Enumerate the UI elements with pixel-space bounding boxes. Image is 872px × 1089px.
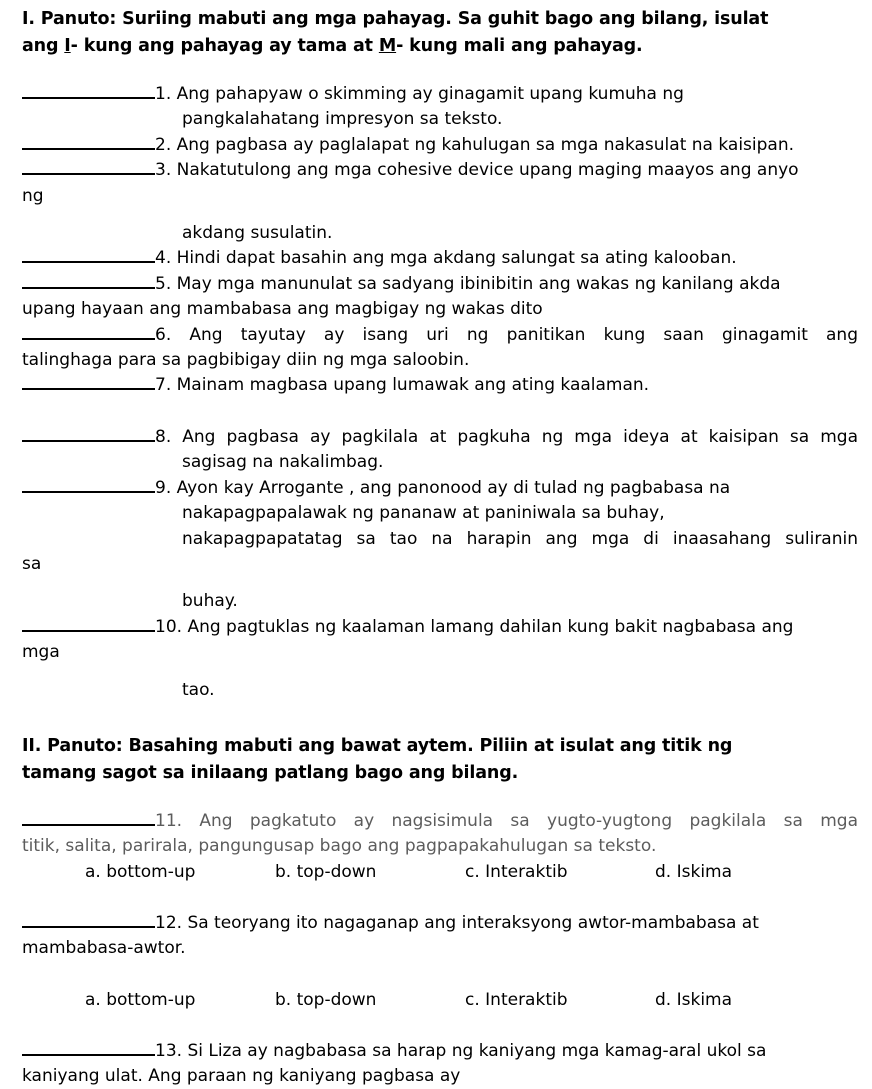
spacer <box>0 703 872 733</box>
item-1-text-line-2: pangkalahatang impresyon sa teksto. <box>182 109 503 130</box>
item-12-option-a[interactable]: a. bottom-up <box>85 989 196 1010</box>
item-13-first-line <box>0 1039 872 1064</box>
item-9-text-line-3: nakapagpapatatag sa tao na harapin ang mga di inaasahang suliranin <box>182 528 858 549</box>
answer-blank-5[interactable] <box>22 274 155 289</box>
item-7-first-line <box>0 373 872 398</box>
answer-blank-7[interactable] <box>22 375 155 390</box>
item-11-text-line-2: titik, salita, parirala, pangungusap bago ang pagpapakahulugan sa teksto. <box>22 836 657 857</box>
item-11 <box>0 809 872 885</box>
item-9-first-line <box>0 476 872 501</box>
spacer <box>0 209 872 221</box>
answer-blank-10[interactable] <box>22 617 155 632</box>
heading-text-b: - kung ang pahayag ay tama at <box>70 36 379 56</box>
item-11-option-d[interactable]: d. Iskima <box>655 861 733 882</box>
item-7-text-line-1: 7. Mainam magbasa upang lumawak ang ating kaalaman. <box>155 375 650 396</box>
answer-blank-11[interactable] <box>22 811 155 826</box>
item-5-text-line-1: 5. May mga manunulat sa sadyang ibinibitin ang wakas ng kanilang akda <box>155 273 781 294</box>
answer-blank-12[interactable] <box>22 913 155 928</box>
spacer <box>0 962 872 988</box>
item-10-text-line-2: mga <box>22 642 60 663</box>
spacer <box>0 577 872 589</box>
section-one-heading-line-2 <box>0 33 872 60</box>
spacer <box>0 399 872 425</box>
item-5 <box>0 272 872 323</box>
item-9-text-line-2: nakapagpapalawak ng pananaw at paniniwala sa buhay, <box>182 503 665 524</box>
item-1 <box>0 82 872 133</box>
answer-blank-4[interactable] <box>22 248 155 263</box>
item-12-text-line-1: 12. Sa teoryang ito nagaganap ang interaksyong awtor-mambabasa at <box>155 912 759 933</box>
item-9 <box>0 476 872 615</box>
spacer <box>0 1013 872 1039</box>
item-13-text-line-1: 13. Si Liza ay nagbabasa sa harap ng kaniyang mga kamag-aral ukol sa <box>155 1040 767 1061</box>
item-11-options <box>0 860 872 885</box>
item-11-option-b[interactable]: b. top-down <box>275 861 377 882</box>
item-3-text-line-2: ng <box>22 185 44 206</box>
section-two-heading-line-1: II. Panuto: Basahing mabuti ang bawat aytem. Piliin at isulat ang titik ng <box>22 735 733 756</box>
answer-blank-3[interactable] <box>22 160 155 175</box>
answer-blank-8[interactable] <box>22 427 155 442</box>
item-12-first-line <box>0 911 872 936</box>
answer-blank-2[interactable] <box>22 135 155 150</box>
true-letter-marker: I <box>64 36 71 56</box>
item-11-text-line-1: 11. Ang pagkatuto ay nagsisimula sa yugto-yugtong pagkilala sa mga <box>155 810 858 831</box>
item-3-first-line <box>0 158 872 183</box>
item-11-first-line <box>0 809 872 834</box>
item-2 <box>0 133 872 158</box>
spacer <box>0 666 872 678</box>
answer-blank-13[interactable] <box>22 1041 155 1056</box>
item-6-text-line-2: talinghaga para sa pagbibigay diin ng mga saloobin. <box>22 350 470 371</box>
item-7 <box>0 373 872 398</box>
item-13 <box>0 1039 872 1089</box>
item-10-first-line <box>0 615 872 640</box>
spacer <box>0 787 872 809</box>
item-13-text-line-2: kaniyang ulat. Ang paraan ng kaniyang pagbasa ay <box>22 1065 461 1086</box>
item-2-first-line <box>0 133 872 158</box>
item-4-text-line-1: 4. Hindi dapat basahin ang mga akdang salungat sa ating kalooban. <box>155 248 737 269</box>
item-8-first-line <box>0 425 872 450</box>
item-9-text-line-5: buhay. <box>182 591 238 612</box>
answer-blank-1[interactable] <box>22 84 155 99</box>
item-8 <box>0 425 872 476</box>
item-10-text-line-1: 10. Ang pagtuklas ng kaalaman lamang dahilan kung bakit nagbabasa ang <box>155 616 794 637</box>
item-8-text-line-2: sagisag na nakalimbag. <box>182 452 384 473</box>
section-one-heading-line-1: I. Panuto: Suriing mabuti ang mga pahayag. Sa guhit bago ang bilang, isulat <box>22 9 769 29</box>
item-1-text-line-1: 1. Ang pahapyaw o skimming ay ginagamit upang kumuha ng <box>155 84 684 104</box>
heading-text-c: - kung mali ang pahayag. <box>396 36 643 56</box>
spacer <box>0 60 872 82</box>
item-9-text-line-1: 9. Ayon kay Arrogante , ang panonood ay di tulad ng pagbabasa na <box>155 477 731 498</box>
item-6-first-line <box>0 323 872 348</box>
section-two-heading-line-2: tamang sagot sa inilaang patlang bago ang bilang. <box>22 762 519 783</box>
item-4 <box>0 246 872 271</box>
item-5-text-line-2: upang hayaan ang mambabasa ang magbigay ng wakas dito <box>22 299 543 320</box>
item-10 <box>0 615 872 703</box>
item-10-text-line-3: tao. <box>182 679 215 700</box>
item-11-option-c[interactable]: c. Interaktib <box>465 861 568 882</box>
answer-blank-9[interactable] <box>22 478 155 493</box>
item-1-first-line <box>0 82 872 107</box>
item-3-text-line-3: akdang susulatin. <box>182 223 333 244</box>
item-11-option-a[interactable]: a. bottom-up <box>85 861 196 882</box>
item-8-text-line-1: 8. Ang pagbasa ay pagkilala at pagkuha ng mga ideya at kaisipan sa mga <box>155 426 858 447</box>
item-4-first-line <box>0 246 872 271</box>
item-12-option-c[interactable]: c. Interaktib <box>465 989 568 1010</box>
item-12-text-line-2: mambabasa-awtor. <box>22 938 186 959</box>
false-letter-marker: M <box>378 36 397 56</box>
heading-text-a: ang <box>22 36 65 56</box>
item-5-first-line <box>0 272 872 297</box>
item-12-option-b[interactable]: b. top-down <box>275 989 377 1010</box>
item-12-option-d[interactable]: d. Iskima <box>655 989 733 1010</box>
item-6-text-line-1: 6. Ang tayutay ay isang uri ng panitikan kung saan ginagamit ang <box>155 324 858 345</box>
item-3-text-line-1: 3. Nakatutulong ang mga cohesive device upang maging maayos ang anyo <box>155 160 799 181</box>
spacer <box>0 885 872 911</box>
item-6 <box>0 323 872 374</box>
answer-blank-6[interactable] <box>22 325 155 340</box>
item-12 <box>0 911 872 1013</box>
item-12-options <box>0 988 872 1013</box>
item-9-text-line-4: sa <box>22 553 42 574</box>
item-2-text-line-1: 2. Ang pagbasa ay paglalapat ng kahulugan sa mga nakasulat na kaisipan. <box>155 134 795 155</box>
item-3 <box>0 158 872 246</box>
